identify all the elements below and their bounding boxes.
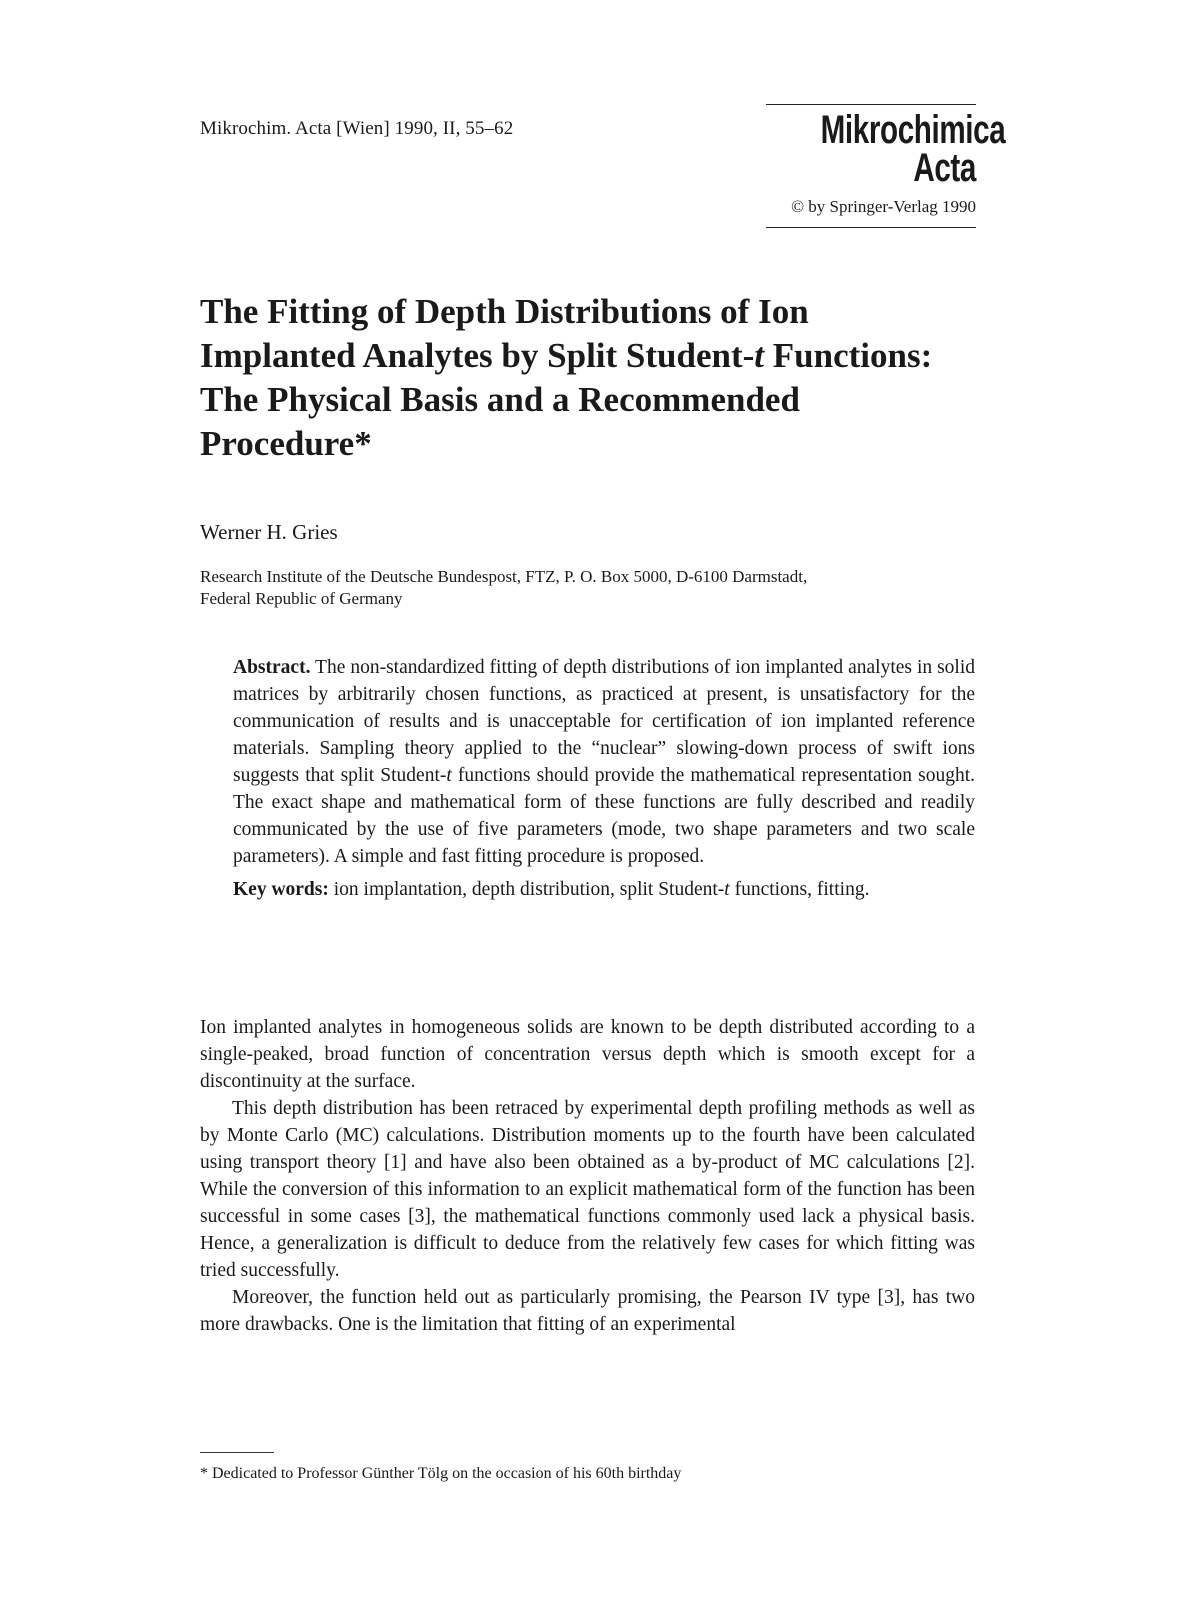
journal-masthead xyxy=(766,104,1006,228)
keywords-label: Key words: xyxy=(233,879,329,900)
keywords-text-a: ion implantation, depth distribution, split Student- xyxy=(328,879,725,900)
affiliation-line-1: Research Institute of the Deutsche Bundespost, FTZ, P. O. Box 5000, D-6100 Darmstadt, xyxy=(200,567,808,586)
abstract-section xyxy=(233,654,975,903)
title-italic-t: t xyxy=(754,336,765,375)
title-line-2-post: Functions: xyxy=(764,336,933,375)
keywords-paragraph xyxy=(233,876,975,903)
affiliation-line-2: Federal Republic of Germany xyxy=(200,589,403,608)
main-body xyxy=(200,1014,975,1338)
body-paragraph-1: Ion implanted analytes in homogeneous solids are known to be depth distributed according to a single-peaked, broad function of concentration versus depth which is smooth except for a discontinuity at the surface. xyxy=(200,1017,975,1092)
logo-line-1: Mikrochimica xyxy=(820,108,1006,152)
keywords-italic-t: t xyxy=(724,879,730,900)
body-paragraph-3: Moreover, the function held out as particularly promising, the Pearson IV type [3], has two more drawbacks. One is the limitation that fitting of an experimental xyxy=(200,1287,975,1335)
author-affiliation xyxy=(200,566,960,610)
abstract-text-a: The non-standardized fitting of depth distributions of ion implanted analytes in solid matrices by arbitrarily chosen functions, as practiced at present, is unsatisfactory for the communication of results and is unacceptable for certification of ion implanted reference materials. Sampling theory applied to the “nuclear” slowing-down process of swift ions suggests that split Student- xyxy=(233,657,975,786)
author-name: Werner H. Gries xyxy=(200,520,338,544)
masthead-top-rule xyxy=(766,104,976,105)
abstract-paragraph xyxy=(233,654,975,870)
title-line-1: The Fitting of Depth Distributions of Ion xyxy=(200,292,809,331)
journal-logo xyxy=(820,108,1006,190)
abstract-italic-t: t xyxy=(446,765,452,786)
copyright-notice: © by Springer-Verlag 1990 xyxy=(791,197,976,216)
keywords-text-b: functions, fitting. xyxy=(729,879,870,900)
title-line-3: The Physical Basis and a Recommended xyxy=(200,380,800,419)
title-line-2-pre: Implanted Analytes by Split Student- xyxy=(200,336,755,375)
abstract-label: Abstract. xyxy=(233,657,311,678)
logo-line-2: Acta xyxy=(913,146,976,190)
body-paragraph-2: This depth distribution has been retraced by experimental depth profiling methods as well as by Monte Carlo (MC) calculations. Distribution moments up to the fourth have been calculated using transport theory [1] and have also been obtained as a by-product of MC calculations [2]. While the conversion of this information to an explicit mathematical form of the function has been successful in some cases [3], the mathematical functions commonly used lack a physical basis. Hence, a generalization is difficult to deduce from the relatively few cases for which fitting was tried successfully. xyxy=(200,1098,975,1281)
footnote-rule xyxy=(200,1452,274,1453)
paper-title xyxy=(200,290,990,466)
footnote-dedication: * Dedicated to Professor Günther Tölg on the occasion of his 60th birthday xyxy=(200,1465,682,1482)
journal-citation: Mikrochim. Acta [Wien] 1990, II, 55–62 xyxy=(200,118,514,139)
masthead-bottom-rule xyxy=(766,227,976,228)
abstract-text-b: functions should provide the mathematical representation sought. The exact shape and mathematical form of these functions are fully described and readily communicated by the use of five parameters (mode, two shape parameters and two scale parameters). A simple and fast fitting procedure is proposed. xyxy=(233,765,975,867)
title-line-4: Procedure* xyxy=(200,424,372,463)
